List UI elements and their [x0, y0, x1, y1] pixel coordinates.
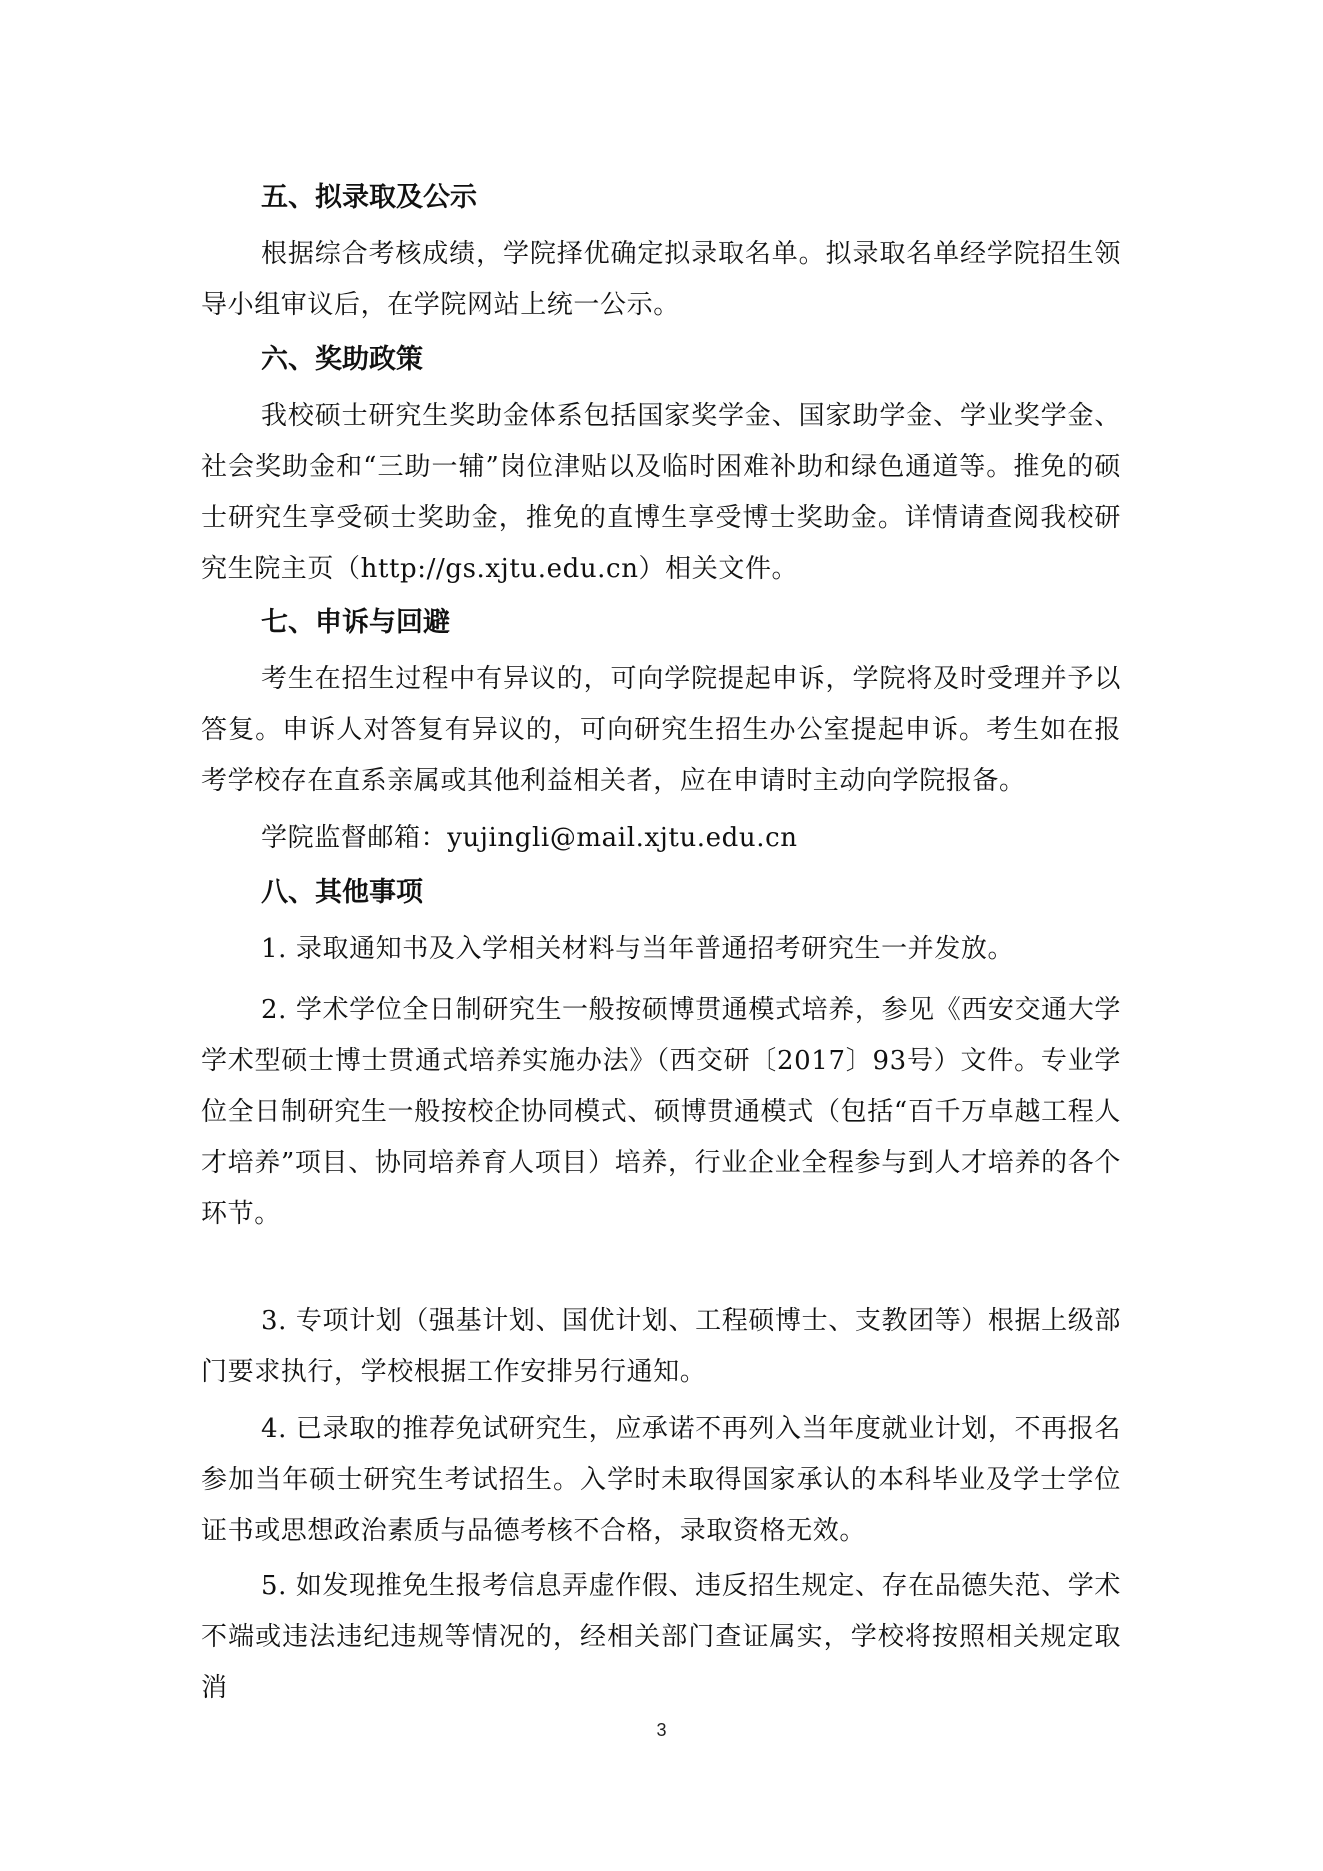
section-heading-8: 八、其他事项	[261, 877, 423, 908]
list-item: 1. 录取通知书及入学相关材料与当年普通招考研究生一并发放。	[261, 934, 1015, 964]
supervision-email: 学院监督邮箱：yujingli@mail.xjtu.edu.cn	[261, 823, 798, 853]
list-item: 5. 如发现推免生报考信息弄虚作假、违反招生规定、存在品德失范、学术不端或违法违纪违规等情况的，经相关部门查证属实，学校将按照相关规定取消	[201, 1571, 1121, 1703]
section-heading-6: 六、奖助政策	[261, 344, 423, 375]
list-item: 2. 学术学位全日制研究生一般按硕博贯通模式培养，参见《西安交通大学学术型硕士博士贯通式培养实施办法》（西交研〔2017〕93号）文件。专业学位全日制研究生一般按校企协同模式、硕博贯通模式（包括“百千万卓越工程人才培养”项目、协同培养育人项目）培养，行业企业全程参与到人才培养的各个环节。	[201, 995, 1121, 1229]
section-heading-5: 五、拟录取及公示	[261, 182, 477, 213]
paragraph: 根据综合考核成绩，学院择优确定拟录取名单。拟录取名单经学院招生领导小组审议后，在学院网站上统一公示。	[201, 239, 1121, 320]
page-number: 3	[656, 1720, 667, 1740]
paragraph: 考生在招生过程中有异议的，可向学院提起申诉，学院将及时受理并予以答复。申诉人对答复有异议的，可向研究生招生办公室提起申诉。考生如在报考学校存在直系亲属或其他利益相关者，应在申请时主动向学院报备。	[201, 664, 1121, 796]
list-item: 3. 专项计划（强基计划、国优计划、工程硕博士、支教团等）根据上级部门要求执行，学校根据工作安排另行通知。	[201, 1306, 1121, 1387]
paragraph: 我校硕士研究生奖助金体系包括国家奖学金、国家助学金、学业奖学金、社会奖助金和“三助一辅”岗位津贴以及临时困难补助和绿色通道等。推免的硕士研究生享受硕士奖助金，推免的直博生享受博士奖助金。详情请查阅我校研究生院主页（http://gs.xjtu.edu.cn）相关文件。	[201, 401, 1121, 584]
list-item: 4. 已录取的推荐免试研究生，应承诺不再列入当年度就业计划，不再报名参加当年硕士研究生考试招生。入学时未取得国家承认的本科毕业及学士学位证书或思想政治素质与品德考核不合格，录取资格无效。	[201, 1414, 1121, 1546]
section-heading-7: 七、申诉与回避	[261, 607, 450, 638]
